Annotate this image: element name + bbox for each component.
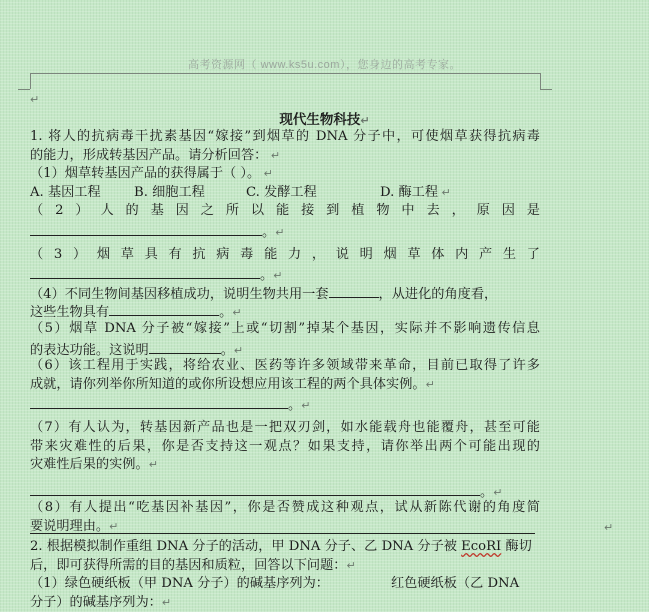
paragraph-mark: ↵	[30, 93, 40, 106]
q1-sub4-line2: 这些生物具有 。↵	[30, 301, 540, 320]
crop-mark-left	[30, 73, 31, 89]
q1-sub7: （7）有人认为，转基因新产品也是一把双刃剑，如水能载舟也能覆舟，甚至可能	[30, 419, 540, 435]
q1-sub2: （2）人的基因之所以能接到植物中去，原因是	[30, 203, 540, 219]
q1-sub5-line2: 的表达功能。这说明 。↵	[30, 339, 540, 358]
q1-sub6: （6）该工程用于实践，将给农业、医药等许多领域带来革命，目前已取得了许多	[30, 358, 540, 374]
q1-sub8: （8）有人提出“吃基因补基因”，你是否赞成这种观点，试从新陈代谢的角度简	[30, 500, 540, 516]
option-c[interactable]: C. 发酵工程	[246, 184, 317, 200]
q2-sub1: （1）绿色硬纸板（甲 DNA 分子）的碱基序列为： 红色硬纸板（乙 DNA	[30, 576, 520, 592]
q2-stem-line1: 2. 根据模拟制作重组 DNA 分子的活动，甲 DNA 分子、乙 DNA 分子被 EcoRI 酶切	[30, 539, 532, 554]
paragraph-mark: ↵	[604, 521, 614, 534]
q1-sub1: （1）烟草转基因产品的获得属于（ ）。 ↵	[30, 166, 273, 182]
option-a[interactable]: A. 基因工程	[30, 184, 101, 200]
header-site-text: 高考资源网（ www.ks5u.com），您身边的高考专家。	[188, 59, 461, 71]
q1-sub7-line2: 带来灾难性的后果，你是否支持这一观点？如果支持，请你举出两个可能出现的	[30, 438, 540, 454]
q1-stem-line2: 的能力，形成转基因产品。请分析回答： ↵	[30, 147, 281, 163]
q1-sub3: （3）烟草具有抗病毒能力，说明烟草体内产生了	[30, 246, 540, 262]
q1-sub7-blank-line: 。↵	[30, 481, 540, 500]
answer-blank[interactable]	[30, 264, 260, 279]
answer-blank[interactable]	[30, 394, 288, 409]
q1-sub6-line2: 成就，请你列举你所知道的或你所设想应用该工程的两个具体实例。↵	[30, 376, 435, 392]
q1-sub8-line2: 要说明理由。↵	[30, 518, 119, 534]
q1-sub3-blank-line: 。↵	[30, 264, 540, 283]
q1-stem-line1: 1. 将人的抗病毒干扰素基因“嫁接”到烟草的 DNA 分子中，可使烟草获得抗病毒	[30, 129, 540, 144]
option-b[interactable]: B. 细胞工程	[134, 184, 205, 200]
q2-stem-line2: 后，即可获得所需的目的基因和质粒，回答以下问题：↵	[30, 557, 356, 573]
crop-mark-right	[540, 73, 541, 89]
answer-blank[interactable]	[30, 221, 262, 236]
header-rule	[30, 73, 540, 74]
answer-blank[interactable]	[109, 301, 219, 316]
q1-sub4: （4）不同生物间基因移植成功，说明生物共用一套 ，从进化的角度看，	[30, 283, 540, 302]
q1-options: A. 基因工程 B. 细胞工程 C. 发酵工程 D. 酶工程 ↵	[30, 184, 540, 203]
answer-blank[interactable]	[329, 283, 379, 298]
page-title: 现代生物科技↵	[279, 112, 370, 128]
crop-mark-left-h	[18, 89, 30, 90]
q2-sub1-line2: 分子）的碱基序列为：↵	[30, 594, 172, 610]
crop-mark-right-h	[540, 89, 552, 90]
q1-sub6-blank-line: 。↵	[30, 394, 540, 413]
q1-sub5: （5）烟草 DNA 分子被“嫁接”上或“切割”掉某个基因，实际并不影响遗传信息	[30, 320, 540, 336]
answer-rule[interactable]	[30, 533, 535, 534]
q1-sub7-line3: 灾难性后果的实例。↵	[30, 457, 158, 473]
q1-sub2-blank-line: 。↵	[30, 221, 540, 240]
answer-blank[interactable]	[149, 339, 221, 354]
q2-body	[30, 538, 540, 612]
document-body	[30, 128, 540, 536]
ecori-term: EcoRI	[461, 539, 502, 554]
option-d[interactable]: D. 酶工程	[380, 184, 439, 200]
answer-blank[interactable]	[30, 481, 480, 496]
